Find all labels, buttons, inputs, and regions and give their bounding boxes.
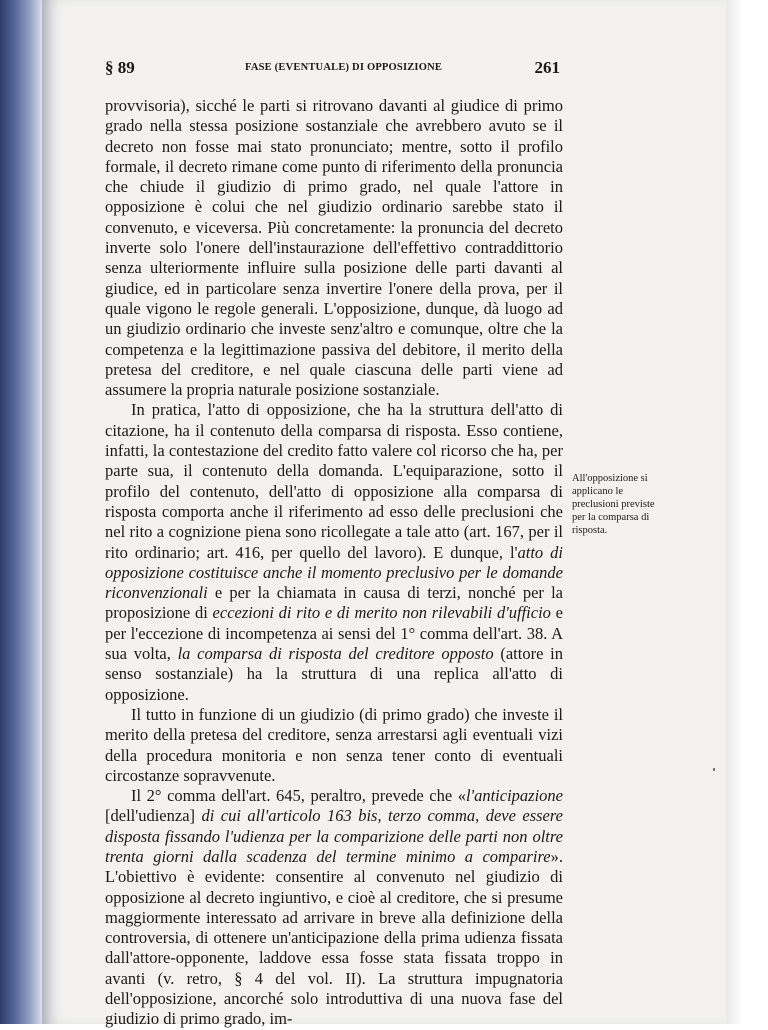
text-run: provvisoria), sicché le parti si ritrovano davanti al giudice di primo grado nella stessa posizione sostanziale che avrebbero avuto se il decreto non fosse mai stato pronunciato; mentre, sotto il profilo formale, il decreto rimane come punto di riferimento della pronuncia che chiude il giudizio di primo grado, nel quale l'attore in opposizione è colui che nel giudizio ordinario sarebbe stato il convenuto, e viceversa. Più concretamente: la pronuncia del decreto inverte solo l'onere dell'instaurazione dell'effettivo contraddittorio senza ulteriormente influire sulla posizione delle parti davanti al giudice, ed in particolare senza invertire l'onere della prova, per il quale vigono le regole generali. L'opposizione, dunque, dà luogo ad un giudizio ordinario che investe senz'altro e comunque, oltre che la competenza e la legittimazione passiva del debitore, il merito della pretesa del creditore, e nel quale ciascuna delle parti viene ad assumere la propria naturale posizione sostanziale. (105, 96, 563, 400)
text-run: ». L'obiettivo è evidente: consentire al convenuto nel giudizio di opposizione al decreto ingiuntivo, e cioè al creditore, che si presume maggiormente interessato ad arrivare in breve alla definizione della controversia, di ottenere un'anticipazione della prima udienza fissata dall'attore-opponente, laddove essa fosse stata fissata troppo in avanti (v. retro, § 4 del vol. II). La struttura impugnatoria dell'opposizione, ancorché solo introduttiva di una nuova fase del giudizio di primo grado, im- (105, 846, 563, 1029)
text-run: Il tutto in funzione di un giudizio (di primo grado) che investe il merito della pretesa del creditore, senza arrestarsi agli eventuali vizi della procedura monitoria e non senza tener conto di eventuali circostanze sopravvenute. (105, 704, 563, 785)
italic-text-run: eccezioni di rito e di merito non rilevabili d'ufficio (212, 603, 551, 623)
text-run: Il 2° comma dell'art. 645, peraltro, prevede che « (131, 786, 466, 806)
paragraph (105, 96, 563, 400)
section-number: § 89 (105, 58, 135, 77)
page-speck (713, 768, 715, 771)
text-run: e per la chiamata in causa di terzi, nonché per la proposizione di (105, 583, 563, 623)
paragraph (105, 400, 563, 704)
italic-text-run: atto di opposizione costituisce anche il momento preclusivo per le domande riconvenzionali (105, 542, 563, 603)
running-header (105, 58, 560, 82)
italic-text-run: l'anticipazione (465, 786, 563, 806)
text-run: [dell'udienza] (105, 806, 202, 826)
paragraph (105, 705, 563, 786)
page-right-edge (726, 0, 768, 1024)
margin-note: All'opposizione si applicano le preclusioni previste per la comparsa di risposta. (572, 473, 655, 536)
body-text (105, 96, 563, 1030)
italic-text-run: la comparsa di risposta del creditore opposto (177, 644, 494, 664)
chapter-title: FASE (EVENTUALE) DI OPPOSIZIONE (245, 62, 443, 73)
text-run: In pratica, l'atto di opposizione, che ha la struttura dell'atto di citazione, ha il contenuto della comparsa di risposta. Esso contiene, infatti, la contestazione del credito fatto valere col ricorso che ha, per parte sua, il contenuto della domanda. L'equiparazione, sotto il profilo del contenuto, dell'atto di opposizione alla comparsa di risposta comporta anche il riferimento ad esso delle preclusioni che nel rito a cognizione piena sono ricollegate a tale atto (art. 167, per il rito ordinario; art. 416, per quello del lavoro). E dunque, l' (105, 400, 563, 562)
text-run: e per l'eccezione di incompetenza ai sensi del 1° comma dell'art. 38. A sua volta, (105, 603, 563, 664)
page-number: 261 (534, 58, 560, 77)
italic-text-run: di cui all'articolo 163 bis, terzo comma, deve essere disposta fissando l'udienza per la comparizione delle parti non oltre trenta giorni dalla scadenza del termine minimo a comparire (105, 806, 563, 866)
text-run: (attore in senso sostanziale) ha la struttura di una replica all'atto di opposizione. (105, 644, 563, 704)
paragraph (105, 786, 563, 1030)
